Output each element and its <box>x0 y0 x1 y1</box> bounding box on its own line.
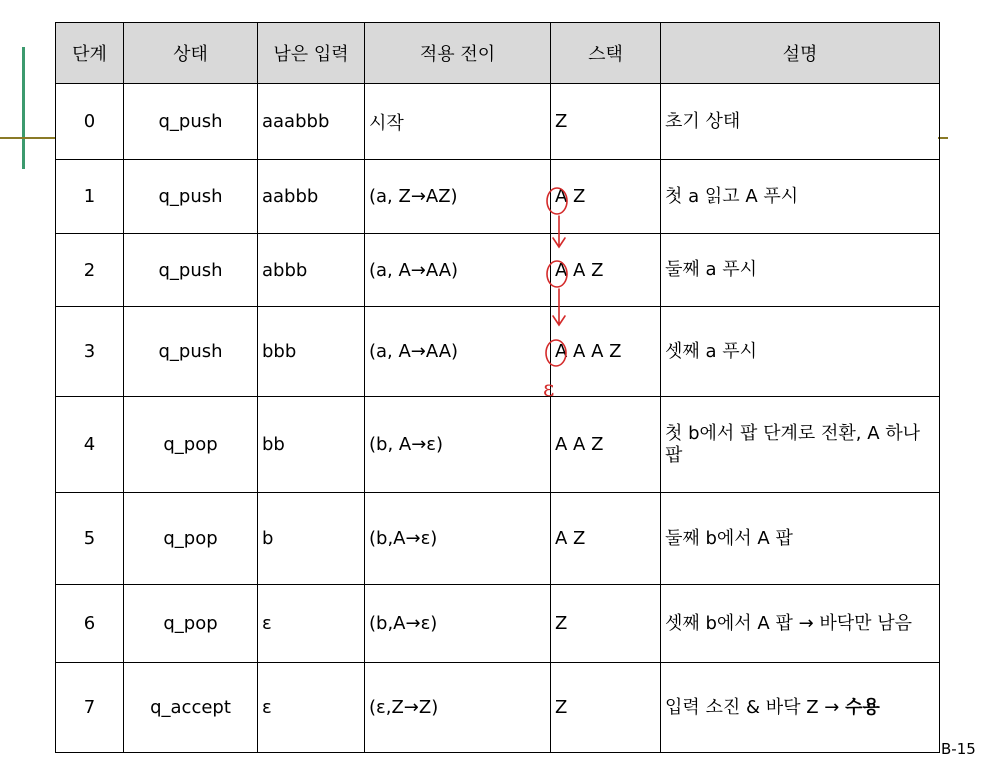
circle-mark <box>547 188 567 214</box>
cell-step: 7 <box>56 663 124 753</box>
cell-transition: (ε,Z→Z) <box>365 663 551 753</box>
cell-input: ε <box>258 585 365 663</box>
cell-description: 첫 b에서 팝 단계로 전환, A 하나 팝 <box>661 397 940 493</box>
cell-stack: Z <box>551 585 661 663</box>
cell-state: q_pop <box>124 493 258 585</box>
cell-stack: Z <box>551 663 661 753</box>
cell-step: 1 <box>56 160 124 234</box>
cell-input: aabbb <box>258 160 365 234</box>
description-text: 입력 소진 & 바닥 Z → <box>665 696 840 718</box>
cell-stack: A A Z <box>551 397 661 493</box>
cell-input: b <box>258 493 365 585</box>
cell-step: 6 <box>56 585 124 663</box>
header-description: 설명 <box>661 23 940 84</box>
cell-description: 셋째 b에서 A 팝 → 바닥만 남음 <box>661 585 940 663</box>
cell-description: 첫 a 읽고 A 푸시 <box>661 160 940 234</box>
circle-mark <box>547 261 567 287</box>
cell-input: aaabbb <box>258 84 365 160</box>
cell-transition: (a, A→AA) <box>365 307 551 397</box>
cell-transition: (b,A→ε) <box>365 493 551 585</box>
cell-state: q_push <box>124 307 258 397</box>
cell-stack: A Z <box>551 493 661 585</box>
header-step: 단계 <box>56 23 124 84</box>
cell-state: q_accept <box>124 663 258 753</box>
cell-state: q_push <box>124 234 258 307</box>
cell-input: ε <box>258 663 365 753</box>
cell-transition: (a, A→AA) <box>365 234 551 307</box>
cell-stack: Z <box>551 84 661 160</box>
page-number: B-15 <box>941 740 976 758</box>
cell-transition: (b, A→ε) <box>365 397 551 493</box>
cell-stack: A A A Z <box>551 307 661 397</box>
cell-state: q_push <box>124 160 258 234</box>
accept-emphasis: 수용 <box>845 696 880 718</box>
cell-input: abbb <box>258 234 365 307</box>
cell-input: bbb <box>258 307 365 397</box>
cell-description: 둘째 b에서 A 팝 <box>661 493 940 585</box>
cell-description: 초기 상태 <box>661 84 940 160</box>
cell-step: 2 <box>56 234 124 307</box>
cell-transition: (a, Z→AZ) <box>365 160 551 234</box>
cell-step: 0 <box>56 84 124 160</box>
cell-step: 5 <box>56 493 124 585</box>
header-remaining-input: 남은 입력 <box>258 23 365 84</box>
header-state: 상태 <box>124 23 258 84</box>
header-transition: 적용 전이 <box>365 23 551 84</box>
cell-step: 3 <box>56 307 124 397</box>
cell-step: 4 <box>56 397 124 493</box>
cell-transition: (b,A→ε) <box>365 585 551 663</box>
cell-transition: 시작 <box>365 84 551 160</box>
cell-input: bb <box>258 397 365 493</box>
cell-state: q_pop <box>124 397 258 493</box>
cell-stack: A Z <box>551 160 661 234</box>
cell-description: 둘째 a 푸시 <box>661 234 940 307</box>
cell-state: q_pop <box>124 585 258 663</box>
cell-description: 셋째 a 푸시 <box>661 307 940 397</box>
circle-mark <box>546 340 566 366</box>
header-stack: 스택 <box>551 23 661 84</box>
arrow-mark <box>553 216 565 247</box>
cell-stack: A A Z <box>551 234 661 307</box>
arrow-mark <box>553 289 565 325</box>
epsilon-mark: ε <box>543 377 555 402</box>
cell-state: q_push <box>124 84 258 160</box>
